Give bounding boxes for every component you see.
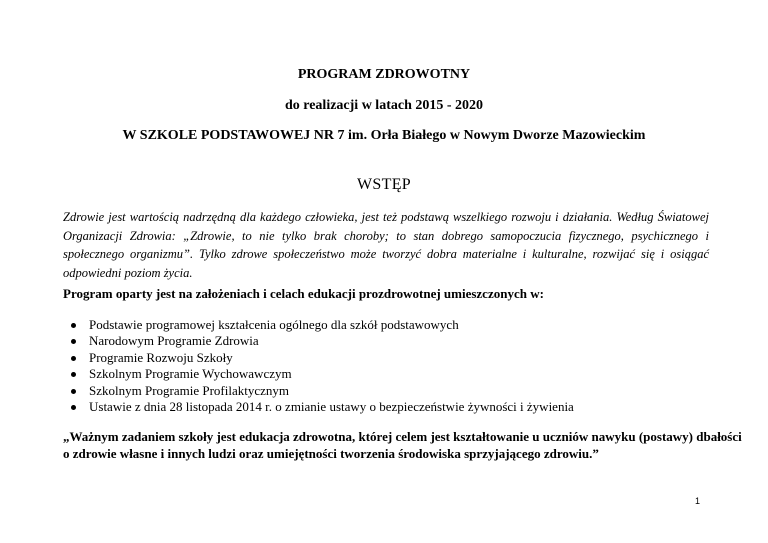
list-item	[63, 383, 574, 399]
document-title: PROGRAM ZDROWOTNY	[297, 67, 471, 82]
bullet-icon	[71, 339, 76, 344]
bullet-icon	[71, 372, 76, 377]
list-item-text: Programie Rozwoju Szkoły	[89, 349, 233, 365]
list-item	[63, 333, 574, 349]
quote-paragraph: „Ważnym zadaniem szkoły jest edukacja zdrowotna, której celem jest kształtowanie u uczniów nawyku (postawy) dbałości o zdrowie własne i innych ludzi oraz umiejętności tworzenia środowiska sprzyjającego zdrowiu.”	[63, 429, 742, 461]
list-item	[63, 317, 574, 333]
document-subtitle: do realizacji w latach 2015 - 2020	[284, 98, 484, 113]
bullet-icon	[71, 356, 76, 361]
list-item-text: Ustawie z dnia 28 listopada 2014 r. o zmianie ustawy o bezpieczeństwie żywności i żywienia	[89, 398, 574, 414]
bullet-icon	[71, 389, 76, 394]
list-item-text: Szkolnym Programie Profilaktycznym	[89, 382, 290, 398]
list-item	[63, 399, 574, 415]
basis-list	[63, 317, 574, 415]
intro-paragraph: Zdrowie jest wartością nadrzędną dla każdego człowieka, jest też podstawą wszelkiego rozwoju i działania. Według Światowej Organizacji Zdrowia: „Zdrowie, to nie tylko brak choroby; to stan dobrego samopoczucia fizycznego, psychicznego i społecznego organizmu”. Tylko zdrowe społeczeństwo może tworzyć dobra materialne i kulturalne, rozwijać się i osiągać odpowiedni poziom życia.	[63, 210, 709, 280]
list-item	[63, 366, 574, 382]
bullet-icon	[71, 323, 76, 328]
section-heading-intro: WSTĘP	[357, 176, 411, 193]
school-name: W SZKOLE PODSTAWOWEJ NR 7 im. Orła Białego w Nowym Dworze Mazowieckim	[122, 128, 646, 143]
basis-lead-text: Program oparty jest na założeniach i celach edukacji prozdrowotnej umieszczonych w:	[63, 286, 544, 301]
list-item-text: Szkolnym Programie Wychowawczym	[89, 366, 292, 382]
list-item-text: Podstawie programowej kształcenia ogólnego dla szkół podstawowych	[89, 317, 459, 332]
list-item	[63, 350, 574, 366]
bullet-icon	[71, 405, 76, 410]
page-number: 1	[694, 496, 700, 506]
list-item-text: Narodowym Programie Zdrowia	[89, 333, 259, 349]
